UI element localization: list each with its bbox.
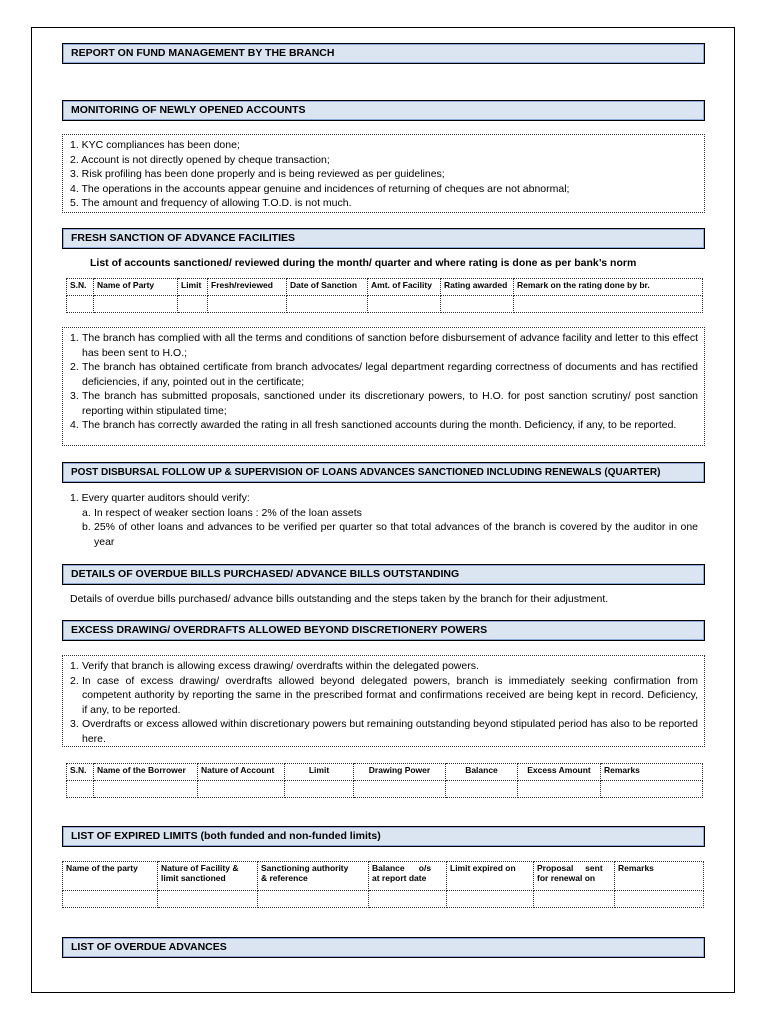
column-header: S.N. (67, 764, 94, 781)
excess-drawing-table (66, 763, 703, 798)
fresh-sanction-table (66, 278, 703, 313)
post-disbursal-heading: POST DISBURSAL FOLLOW UP & SUPERVISION OF LOANS ADVANCES SANCTIONED INCLUDING RENEWALS (QUARTER) (62, 462, 705, 483)
column-header: Sanctioning authority & reference (258, 862, 369, 891)
list-item: 1. Verify that branch is allowing excess drawing/ overdrafts within the delegated powers. (70, 660, 479, 672)
column-header: Limit (178, 279, 208, 296)
monitoring-item: 4. The operations in the accounts appear genuine and incidences of returning of cheques are not abnormal; (70, 182, 570, 195)
overdue-bills-heading: DETAILS OF OVERDUE BILLS PURCHASED/ ADVANCE BILLS OUTSTANDING (62, 564, 705, 585)
table-header-row (63, 862, 704, 891)
column-header: Nature of Account (198, 764, 285, 781)
column-header: Name of the party (63, 862, 158, 891)
column-header: Fresh/reviewed (208, 279, 287, 296)
table-row (67, 296, 703, 313)
column-header: Name of Party (94, 279, 178, 296)
fresh-sanction-box (62, 327, 705, 446)
monitoring-item: 3. Risk profiling has been done properly and is being reviewed as per guidelines; (70, 168, 445, 180)
monitoring-item: 2. Account is not directly opened by cheque transaction; (70, 153, 330, 166)
report-heading: REPORT ON FUND MANAGEMENT BY THE BRANCH (62, 43, 705, 64)
list-item: 2. In case of excess drawing/ overdrafts allowed beyond delegated powers, branch is immediately seeking confirmation from competent authority by reporting the same in the prescribed format and confirmations received are being kept in record. Deficiency, if any, to be reported. (70, 674, 698, 716)
table-header-row (67, 764, 703, 781)
table-header-row (67, 279, 703, 296)
column-header: Amt. of Facility (368, 279, 441, 296)
excess-drawing-heading: EXCESS DRAWING/ OVERDRAFTS ALLOWED BEYOND DISCRETIONERY POWERS (62, 620, 705, 641)
list-item: 4. The branch has correctly awarded the rating in all fresh sanctioned accounts during the month. Deficiency, if any, to be reported. (70, 419, 677, 431)
monitoring-heading: MONITORING OF NEWLY OPENED ACCOUNTS (62, 100, 705, 121)
column-header: Name of the Borrower (94, 764, 198, 781)
column-header: Date of Sanction (287, 279, 368, 296)
column-header: Limit expired on (447, 862, 534, 891)
excess-drawing-box (62, 655, 705, 747)
column-header: Remarks (601, 764, 703, 781)
monitoring-item: 5. The amount and frequency of allowing T.O.D. is not much. (70, 197, 352, 209)
list-item: 2. The branch has obtained certificate from branch advocates/ legal department regarding correctness of documents and has rectified deficiencies, if any, pointed out in the certificate; (70, 361, 698, 388)
column-header: Proposal sent for renewal on (534, 862, 615, 891)
column-header: Balance (446, 764, 518, 781)
post-disbursal-text (70, 491, 698, 549)
table-row (63, 891, 704, 908)
monitoring-box (62, 134, 705, 213)
column-header: Remarks (615, 862, 704, 891)
list-item: 1. The branch has complied with all the terms and conditions of sanction before disbursement of advance facility and letter to this effect has been sent to H.O.; (70, 332, 698, 359)
list-item: 3. The branch has submitted proposals, sanctioned under its discretionary powers, to H.O. for post sanction scrutiny/ post sanction reporting within stipulated time; (70, 390, 698, 417)
list-item: 3. Overdrafts or excess allowed within discretionary powers but remaining outstanding beyond stipulated period has also to be reported here. (70, 718, 698, 745)
column-header: Limit (285, 764, 354, 781)
post-disbursal-intro: 1. Every quarter auditors should verify: (70, 492, 250, 504)
column-header: S.N. (67, 279, 94, 296)
column-header: Balance o/s at report date (369, 862, 447, 891)
list-item: b. 25% of other loans and advances to be verified per quarter so that total advances of the branch is covered by the auditor in one year (82, 521, 698, 548)
column-header: Rating awarded (441, 279, 514, 296)
table-row (67, 781, 703, 798)
list-item: a. In respect of weaker section loans : 2% of the loan assets (82, 506, 362, 519)
overdue-bills-text: Details of overdue bills purchased/ advance bills outstanding and the steps taken by the branch for their adjustment. (70, 593, 609, 605)
sub-list (70, 506, 698, 550)
overdue-advances-heading: LIST OF OVERDUE ADVANCES (62, 937, 705, 958)
column-header: Excess Amount (518, 764, 601, 781)
expired-limits-table (62, 861, 704, 908)
monitoring-item: 1. KYC compliances has been done; (70, 139, 240, 151)
fresh-sanction-heading: FRESH SANCTION OF ADVANCE FACILITIES (62, 228, 705, 249)
fresh-sanction-caption: List of accounts sanctioned/ reviewed during the month/ quarter and where rating is done as per bank’s norm (90, 257, 637, 269)
column-header: Remark on the rating done by br. (514, 279, 703, 296)
column-header: Drawing Power (354, 764, 446, 781)
expired-limits-heading: LIST OF EXPIRED LIMITS (both funded and non-funded limits) (62, 826, 705, 847)
column-header: Nature of Facility & limit sanctioned (158, 862, 258, 891)
